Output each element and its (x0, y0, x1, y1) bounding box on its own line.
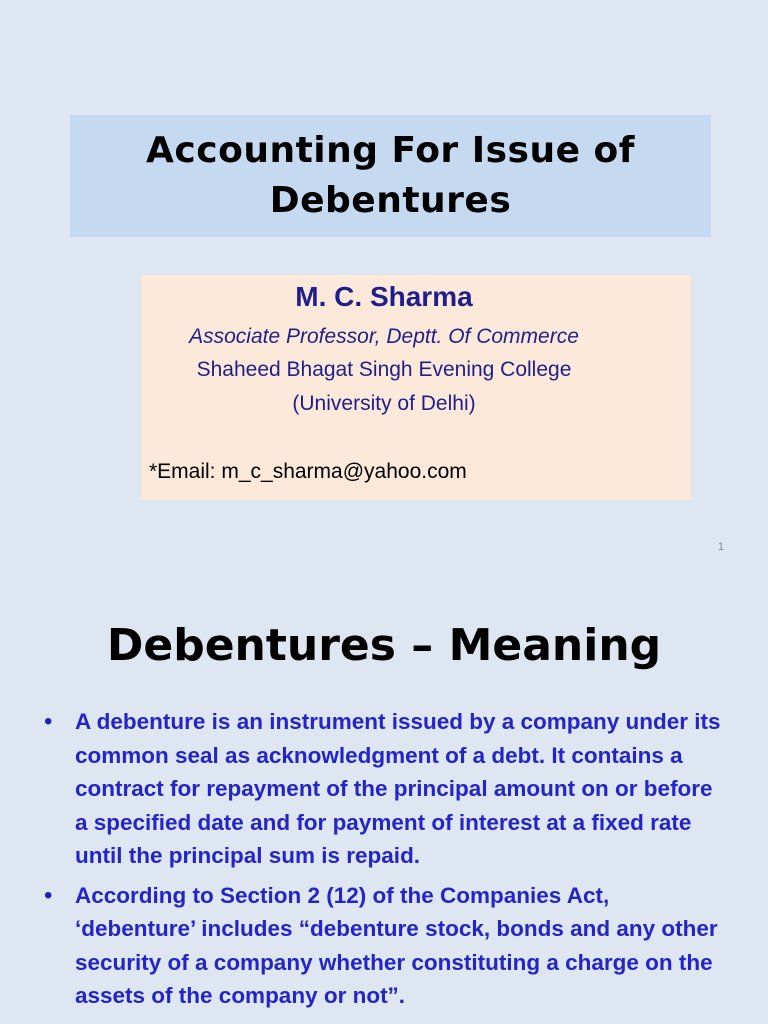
bullet-item (40, 879, 730, 1013)
slide-title-line-2: Debentures (269, 180, 512, 221)
author-college: Shaheed Bhagat Singh Evening College (196, 358, 572, 381)
bullet-icon: • (44, 881, 53, 909)
slide-2-title: Debentures – Meaning (106, 620, 662, 671)
author-email[interactable]: *Email: m_c_sharma@yahoo.com (149, 460, 467, 483)
bullet-item (40, 705, 730, 873)
slide-number: 1 (717, 541, 724, 553)
bullet-text: According to Section 2 (12) of the Companies Act, ‘debenture’ includes “debenture stock, bonds and any other security of a company whether constituting a charge on the assets of the company or not”. (75, 882, 718, 1008)
author-role: Associate Professor, Deptt. Of Commerce (189, 325, 579, 348)
author-name: M. C. Sharma (295, 281, 473, 312)
title-box (70, 115, 711, 237)
bullet-list (40, 705, 730, 1019)
author-university: (University of Delhi) (292, 392, 476, 415)
bullet-text: A debenture is an instrument issued by a company under its common seal as acknowledgment of a debt. It contains a contract for repayment of the principal amount on or before a specified date and for payment of interest at a fixed rate until the principal sum is repaid. (75, 709, 721, 868)
bullet-icon: • (44, 708, 53, 735)
slide-title-line-1: Accounting For Issue of (146, 130, 635, 171)
